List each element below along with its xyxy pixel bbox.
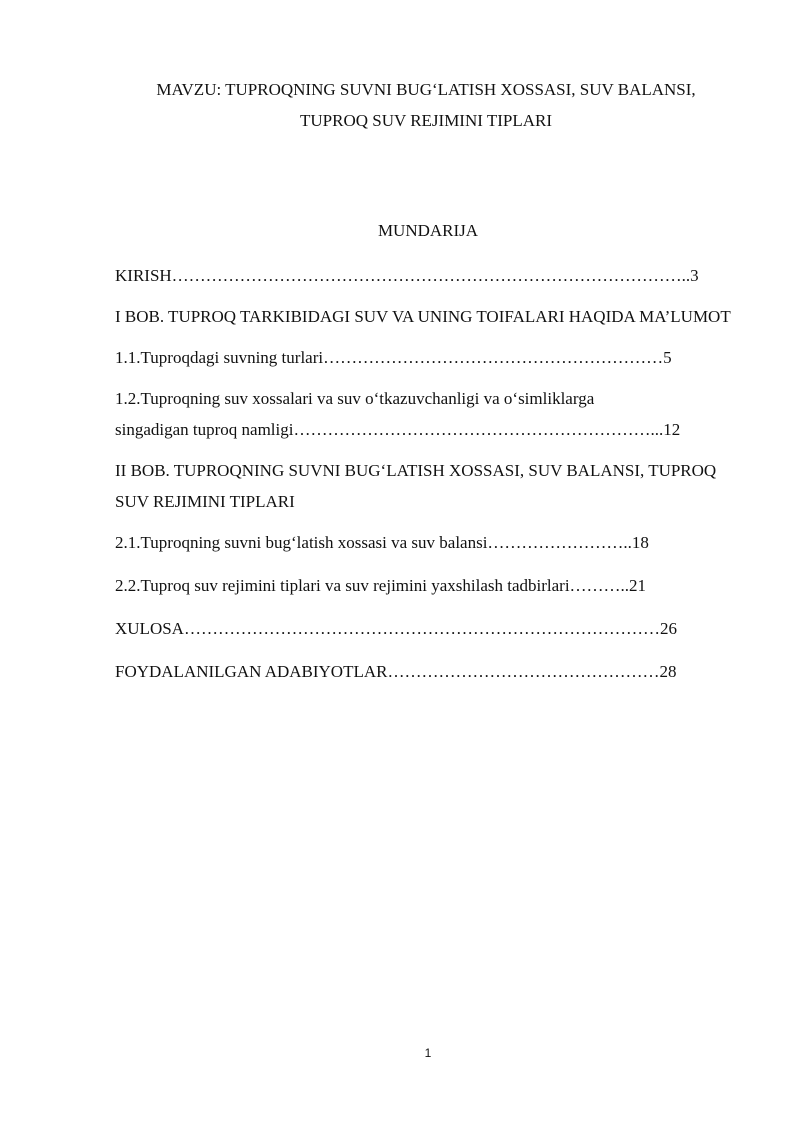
document-title xyxy=(96,74,756,136)
toc-entry-xulosa: XULOSA…………………………………………………………………………26 xyxy=(115,619,677,638)
title-line-2: TUPROQ SUV REJIMINI TIPLARI xyxy=(299,111,553,130)
title-line-1: MAVZU: TUPROQNING SUVNI BUG‘LATISH XOSSASI, SUV BALANSI, xyxy=(156,80,696,99)
toc-entry-2-1: 2.1.Tuproqning suvni bug‘latish xossasi va suv balansi……………………..18 xyxy=(115,533,649,552)
toc-chapter-1: I BOB. TUPROQ TARKIBIDAGI SUV VA UNING TOIFALARI HAQIDA MA’LUMOT xyxy=(115,307,731,326)
toc-entry-2-2: 2.2.Tuproq suv rejimini tiplari va suv rejimini yaxshilash tadbirlari………..21 xyxy=(115,576,647,595)
table-of-contents xyxy=(115,260,743,687)
page-number: 1 xyxy=(424,1046,432,1060)
toc-entry-kirish: KIRISH………………………………………………………………………………..3 xyxy=(115,266,699,285)
toc-entry-1-1: 1.1.Tuproqdagi suvning turlari……………………………………………………5 xyxy=(115,348,672,367)
toc-entry-1-2 xyxy=(115,383,743,445)
toc-entry-1-2-line-1: 1.2.Tuproqning suv xossalari va suv o‘tkazuvchanligi va o‘simliklarga xyxy=(115,389,595,408)
toc-heading: MUNDARIJA xyxy=(377,221,479,240)
toc-entry-adabiyotlar: FOYDALANILGAN ADABIYOTLAR…………………………………………28 xyxy=(115,662,677,681)
toc-entry-1-2-line-2: singadigan tuproq namligi………………………………………………………...12 xyxy=(115,420,681,439)
toc-chapter-2: II BOB. TUPROQNING SUVNI BUG‘LATISH XOSSASI, SUV BALANSI, TUPROQ SUV REJIMINI TIPLARI xyxy=(115,461,717,511)
